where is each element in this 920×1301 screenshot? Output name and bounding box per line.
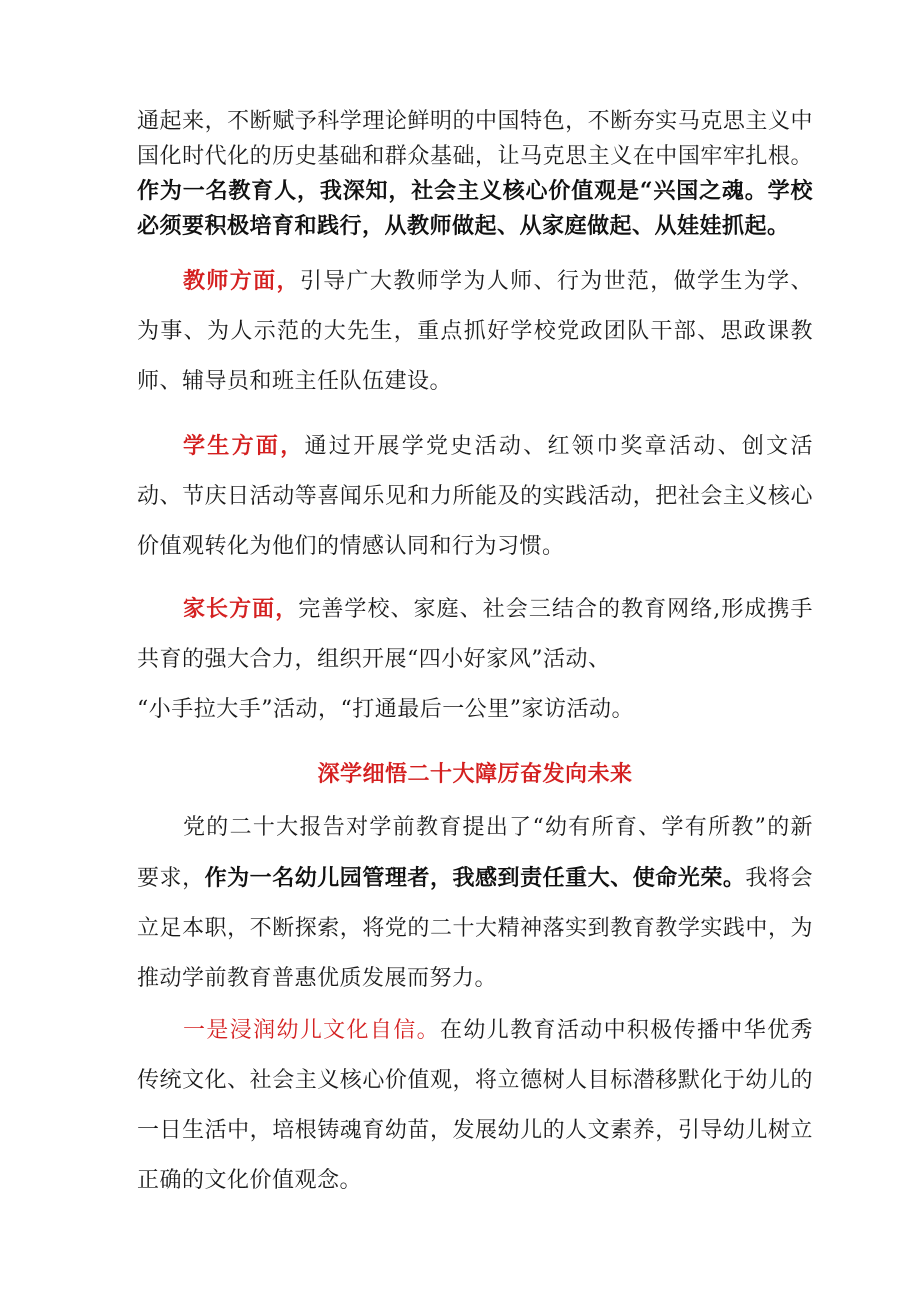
intro-bold-statement: 作为一名教育人，我深知，社会主义核心价值观是“兴国之魂。学校必须要积极培育和践行，从教师做起、从家庭做起、从娃娃抓起。	[137, 178, 813, 239]
teachers-text: 引导广大教师学为人师、行为世范，做学生为学、为事、为人示范的大先生，重点抓好学校党政团队干部、思政课教师、辅导员和班主任队伍建设。	[137, 269, 813, 394]
students-text: 通过开展学党史活动、红领巾奖章活动、创文活动、节庆日活动等喜闻乐见和力所能及的实践活动，把社会主义核心价值观转化为他们的情感认同和行为习惯。	[137, 434, 813, 559]
intro-text: 通起来，不断赋予科学理论鲜明的中国特色，不断夯实马克思主义中国化时代化的历史基础和群众基础，让马克思主义在中国牢牢扎根。	[137, 109, 813, 169]
students-paragraph	[137, 421, 813, 572]
section-heading: 深学细悟二十大障厉奋发向未来	[317, 761, 633, 787]
point-one-text: 在幼儿教育活动中积极传播中华优秀传统文化、社会主义核心价值观，将立德树人目标潜移默化于幼儿的一日生活中，培根铸魂育幼苗，发展幼儿的人文素养，引导幼儿树立正确的文化价值观念。	[137, 1018, 813, 1193]
party-paragraph	[137, 803, 813, 1004]
parents-label: 家长方面，	[183, 596, 299, 622]
parents-paragraph	[137, 584, 813, 735]
teachers-paragraph	[137, 256, 813, 407]
intro-paragraph	[137, 104, 813, 244]
students-label: 学生方面，	[183, 433, 305, 459]
teachers-label: 教师方面，	[183, 268, 300, 294]
parents-text: 完善学校、家庭、社会三结合的教育网络,形成携手共育的强大合力，组织开展“四小好家风”活动、	[137, 597, 813, 672]
parents-text-continued: “小手拉大手”活动，“打通最后一公里”家访活动。	[137, 697, 634, 722]
party-bold-statement: 作为一名幼儿园管理者，我感到责任重大、使命光荣。	[204, 865, 746, 891]
document-page	[137, 104, 813, 1206]
point-one-label: 一是浸润幼儿文化自信。	[183, 1018, 441, 1043]
party-text: 党的二十大报告对学前教育提出了“幼有所育、学有所教”的新要求，	[137, 815, 813, 891]
point-one-paragraph	[137, 1006, 813, 1206]
party-text-continued: 我将会立足本职，不断探索，将党的二十大精神落实到教育教学实践中，为推动学前教育普惠优质发展而努力。	[137, 866, 813, 991]
